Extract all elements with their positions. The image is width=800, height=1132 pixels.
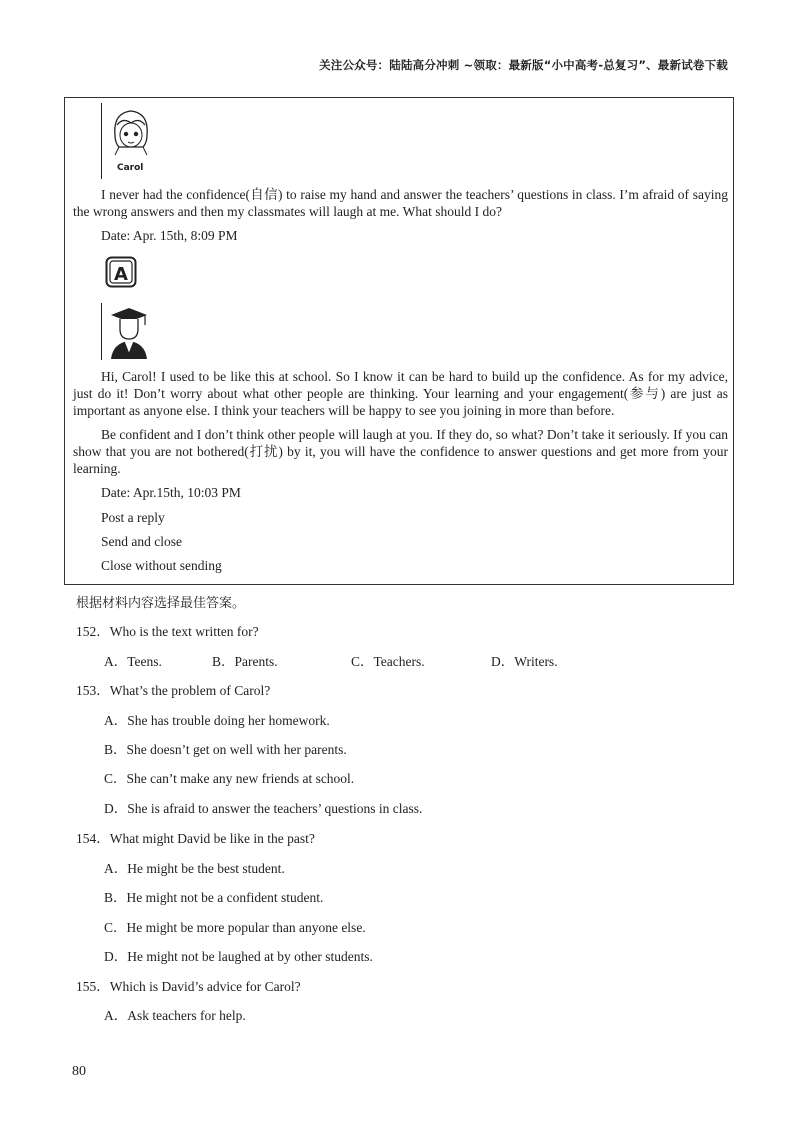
- option-c[interactable]: C．He might be more popular than anyone else.: [104, 920, 366, 935]
- avatar-name: Carol: [117, 163, 144, 173]
- option-d[interactable]: D．Writers.: [491, 654, 558, 669]
- question-153: 153．What’s the problem of Carol?: [76, 683, 271, 698]
- send-and-close-link[interactable]: Send and close: [101, 534, 182, 549]
- svg-text:A: A: [114, 264, 128, 285]
- option-a[interactable]: A．Ask teachers for help.: [104, 1008, 246, 1023]
- question-text: I never had the confidence(自信) to raise my hand and answer the teachers’ questions in class. I’m afraid of saying the wrong answers and then my classmates will laugh at me. What should I do?: [73, 187, 728, 219]
- question-date: Date: Apr. 15th, 8:09 PM: [101, 228, 238, 243]
- graduate-icon: [101, 303, 161, 360]
- question-154: 154．What might David be like in the past?: [76, 831, 315, 846]
- question-155: 155．Which is David’s advice for Carol?: [76, 979, 301, 994]
- option-d[interactable]: D．She is afraid to answer the teachers’ questions in class.: [104, 801, 423, 816]
- option-a[interactable]: A．Teens.: [104, 654, 162, 669]
- page-header: 关注公众号：陆陆高分冲刺 ~领取：最新版“小中高考-总复习”、最新试卷下载: [319, 58, 728, 72]
- option-a[interactable]: A．He might be the best student.: [104, 861, 285, 876]
- option-c[interactable]: C．Teachers.: [351, 654, 425, 669]
- option-d[interactable]: D．He might not be laughed at by other students.: [104, 949, 373, 964]
- option-c[interactable]: C．She can’t make any new friends at school.: [104, 771, 355, 786]
- answer-badge-icon: [105, 256, 137, 288]
- reply-date: Date: Apr.15th, 10:03 PM: [101, 485, 241, 500]
- question-152: 152．Who is the text written for?: [76, 624, 259, 639]
- option-b[interactable]: B．He might not be a confident student.: [104, 890, 324, 905]
- post-reply-link[interactable]: Post a reply: [101, 510, 165, 525]
- option-b[interactable]: B．Parents.: [212, 654, 278, 669]
- carol-avatar: [101, 103, 161, 179]
- option-b[interactable]: B．She doesn’t get on well with her parents.: [104, 742, 347, 757]
- forum-post-box: [64, 97, 734, 585]
- close-without-sending-link[interactable]: Close without sending: [101, 558, 222, 573]
- instruction: 根据材料内容选择最佳答案。: [76, 596, 246, 611]
- reply-paragraph-2: Be confident and I don’t think other people will laugh at you. If they do, so what? Don’t take it seriously. If you can show that you are not bothered(打扰) by it, you will have the confidence to answer questions and get more from your learning.: [73, 427, 728, 476]
- reply-paragraph-1: Hi, Carol! I used to be like this at school. So I know it can be hard to build up the confidence. As for my advice, just do it! Don’t worry about what other people are thinking. Your learning and your engagement(参与) are just as important as anyone else. I think your teachers will be happy to see you joining in more than before.: [73, 369, 728, 418]
- option-a[interactable]: A．She has trouble doing her homework.: [104, 713, 330, 728]
- david-avatar: [101, 303, 161, 360]
- page-number: 80: [72, 1064, 86, 1079]
